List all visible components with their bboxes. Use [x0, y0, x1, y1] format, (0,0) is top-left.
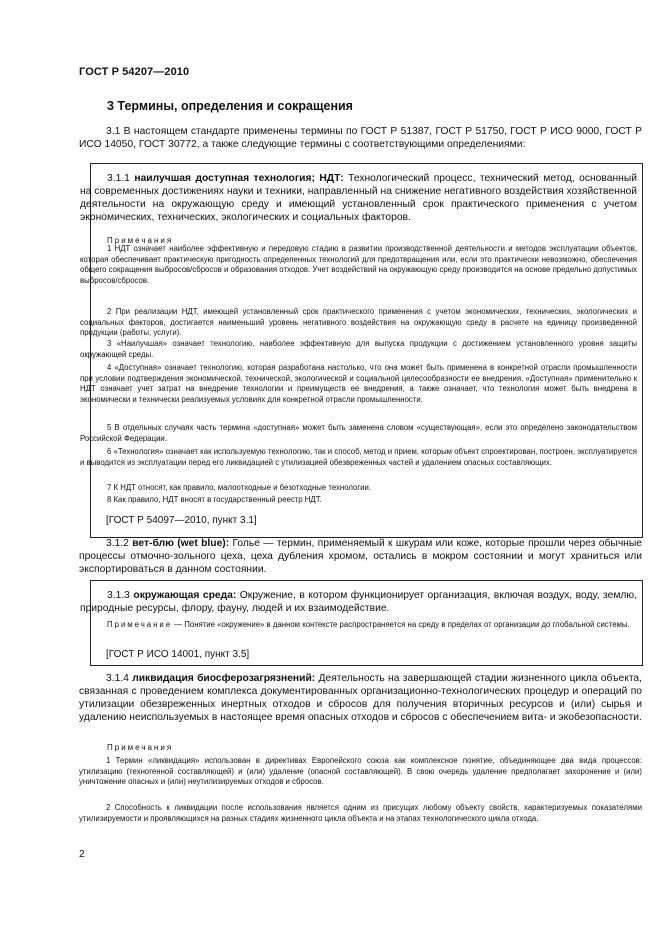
section-title: 3 Термины, определения и сокращения: [107, 99, 353, 113]
term-definition: Голье — термин, применяемый к шкурам или коже, которые прошли через обычные процессы отмочно-зольного цеха, цеха дубления хромом, остались в мокром состоянии и могут храниться или экспортироваться в данном состоянии.: [79, 538, 642, 575]
term-number: 3.1.2: [106, 538, 133, 549]
notes-title: Примечания: [107, 236, 174, 245]
note-2: 2 При реализации НДТ, имеющей установленный срок практического применения с учетом экономических, технических, экологических и социальных факторов, достигается наименьший уровень негативного воздействия на окружающую среду в расчете на единицу произведенной продукции (работы, услуги).: [80, 307, 637, 338]
note-1: 1 Термин «ликвидация» использован в директивах Европейского союза как комплексное понятие, объединяющее два вида процессов: утилизацию (техногенной составляющей) и (или) удаление (опасной составляющей). В свою очередь удаление предполагает захоронение и (или) уничтожение опасных и (или) неутилизируемых отходов и сбросов.: [79, 756, 642, 787]
notes-title: Примечания: [107, 743, 174, 752]
term-name: вет-блю (wet blue):: [132, 538, 230, 549]
term-3-1-3: [80, 589, 637, 615]
term-number: 3.1.1: [107, 173, 135, 184]
term-name: окружающая среда:: [133, 590, 237, 601]
note-5: 5 В отдельных случаях часть термина «доступная» может быть заменена словом «существующая», если это определено законодательством Российской Федерации.: [80, 423, 637, 443]
term-3-1-1: [80, 172, 637, 224]
note-6: 6 «Технология» означает как используемую технологию, так и способ, метод и прием, которым объект спроектирован, построен, эксплуатируется и выводится из эксплуатации перед его ликвидацией с утилизацией обезвреженных частей и удалением опасных составляющих.: [80, 447, 637, 467]
term-definition: Технологический процесс, технический метод, основанный на современных достижениях науки и техники, направленный на снижение негативного воздействия хозяйственной деятельности на окружающую среду и имеющий установленный срок практического применения с учетом экономических, технических, экологических и социальных факторов.: [80, 173, 638, 223]
term-definition: Деятельность на завершающей стадии жизненного цикла объекта, связанная с проведением комплекса документированных организационно-технологических процедур и операций по утилизации обезвреженных инертных отходов и сбросов для получения вторичных ресурсов и (или) сырья и удалению неиспользуемых в настоящее время опасных отходов и сбросов с обеспечением вита- и экобезопасности.: [79, 673, 643, 723]
note-1: 1 НДТ означает наиболее эффективную и передовую стадию в развитии производственной деятельности и методов эксплуатации объектов, которая обеспечивает практическую пригодность определенных технологий для предотвращения или, если это практически невозможно, обеспечения общего сокращения выбросов/сбросов и образования отходов. Учет воздействий на окружающую среду производится на основе предельно допустимых выбросов/сбросов.: [80, 244, 637, 285]
term-3-1-2: [79, 537, 642, 576]
page-header: ГОСТ Р 54207—2010: [79, 66, 190, 78]
note-text: — Понятие «окружение» в данном контексте распространяется на среду в пределах от организации до глобальной системы.: [172, 620, 630, 629]
note-label: Примечание: [107, 620, 173, 629]
note-8: 8 Как правило, НДТ вносят в государственный реестр НДТ.: [107, 495, 322, 504]
term-name: ликвидация биосферозагрязнений:: [132, 673, 316, 684]
term-definition: Окружение, в котором функционирует организация, включая воздух, воду, землю, природные ресурсы, флору, фауну, людей и их взаимодействие.: [80, 590, 637, 614]
source-reference: [ГОСТ Р 54097—2010, пункт 3.1]: [106, 515, 257, 526]
note-4: 4 «Доступная» означает технологию, которая разработана настолько, что она может быть применена в конкретной отрасли промышленности при условии подтверждения экономической, технической, экологической и социальной целесообразности ее внедрения. «Доступная» применительно к НДТ означает учет затрат на внедрение технологии и преимуществ ее внедрения, а также означает, что технология может быть внедрена в экономически и технически реализуемых условиях для конкретной отрасли промышленности.: [80, 363, 637, 404]
term-3-1-4: [79, 672, 642, 724]
page-number: 2: [79, 848, 85, 860]
source-reference: [ГОСТ Р ИСО 14001, пункт 3.5]: [106, 649, 250, 660]
term-name: наилучшая доступная технология; НДТ:: [134, 173, 344, 184]
intro-paragraph: 3.1 В настоящем стандарте применены термины по ГОСТ Р 51387, ГОСТ Р 51750, ГОСТ Р ИСО 9000, ГОСТ Р ИСО 14050, ГОСТ 30772, а также следующие термины с соответствующими определениями:: [79, 126, 642, 150]
term-number: 3.1.3: [107, 590, 134, 601]
term-number: 3.1.4: [106, 673, 133, 684]
note-7: 7 К НДТ относят, как правило, малоотходные и безотходные технологии.: [107, 483, 372, 492]
note-3: 3 «Наилучшая» означает технологию, наиболее эффективную для выпуска продукции с достижением установленного уровня защиты окружающей среды.: [80, 339, 637, 359]
term-3-1-3-note: [80, 620, 637, 631]
note-2: 2 Способность к ликвидации после использования является одним из присущих любому объекту свойств, характеризуемых показателями утилизируемости и проявляющихся на разных стадиях жизненного цикла объекта и на этапах технологического цикла отхода.: [79, 803, 642, 823]
